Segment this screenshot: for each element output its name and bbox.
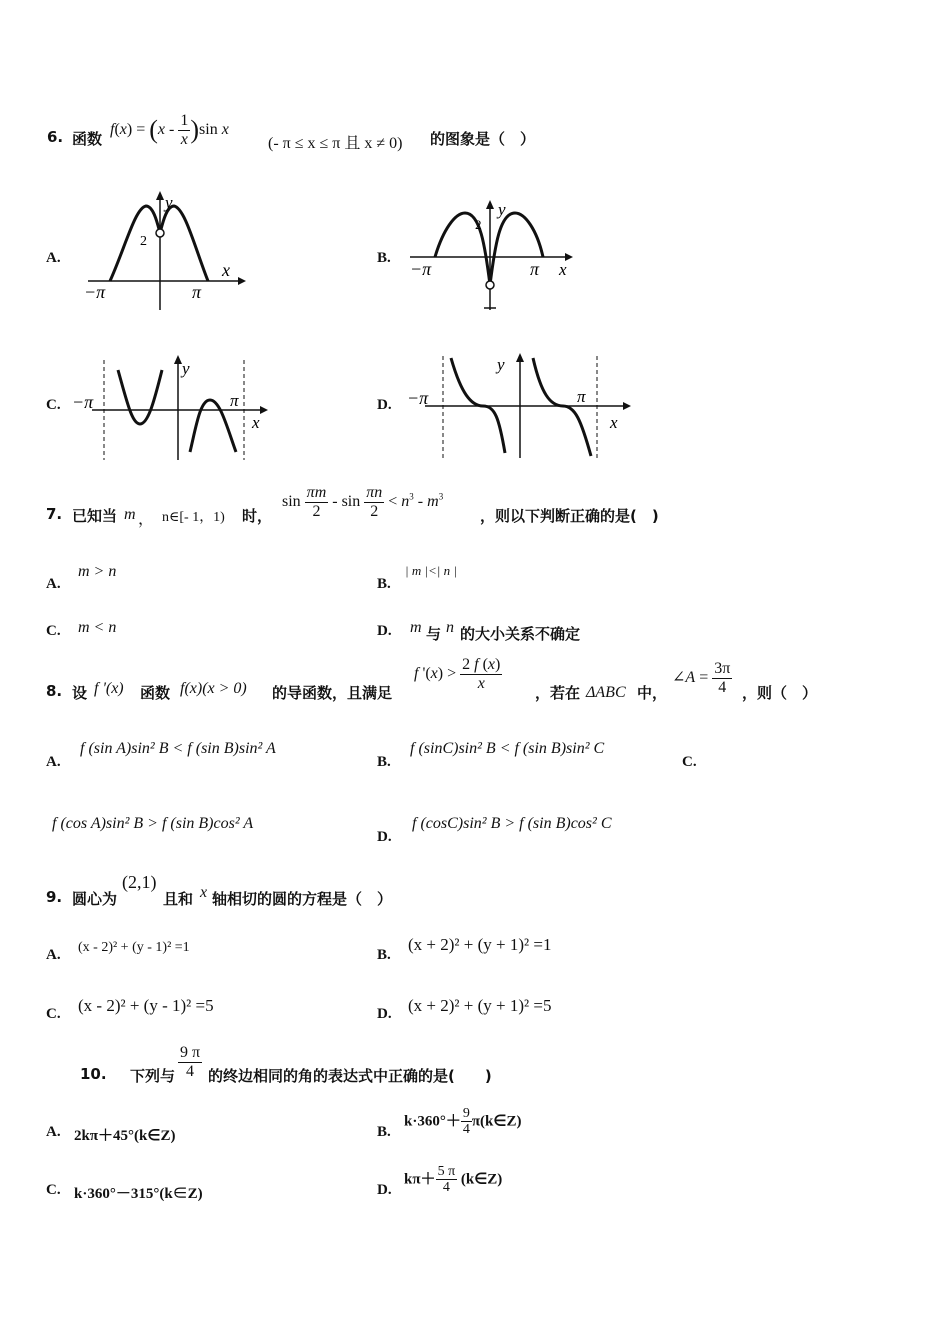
q9-x: x — [200, 884, 208, 901]
svg-text:y: y — [182, 359, 190, 378]
q8-text4: 中， — [637, 684, 668, 702]
q8-option-b-label: B. — [377, 754, 391, 770]
q7-option-b-text: | m |<| n | — [405, 563, 457, 578]
q9-option-b-text: (x + 2)² + (y + 1)² =1 — [408, 935, 552, 954]
q8-number: 8. — [46, 682, 63, 700]
svg-text:π: π — [530, 259, 540, 279]
q9-number: 9. — [46, 888, 63, 906]
svg-text:x: x — [252, 413, 260, 432]
q10-option-c-label: C. — [46, 1182, 61, 1198]
svg-text:π: π — [577, 387, 586, 406]
q6-domain: (- π ≤ x ≤ π 且 x ≠ 0) — [268, 135, 403, 152]
q6-option-c-label: C. — [46, 397, 61, 413]
q8-condition: f '(x) > $\frac{2 f (x)}{x}$ — [414, 656, 501, 692]
svg-text:x: x — [610, 413, 618, 432]
q9-lead: 圆心为 — [72, 890, 118, 908]
q7-option-a-label: A. — [46, 576, 61, 592]
q8-option-c-text: f (cos A)sin² B > f (sin B)cos² A — [52, 815, 254, 832]
q7-option-d-n: n — [446, 619, 454, 636]
svg-text:π: π — [230, 391, 239, 410]
q8-option-a-label: A. — [46, 754, 61, 770]
svg-text:2: 2 — [475, 217, 482, 232]
svg-text:π: π — [192, 282, 202, 302]
q8-text3: ，若在 — [535, 684, 581, 702]
q7-option-d-yu: 与 — [426, 625, 442, 643]
q6-lead: 函数 — [72, 130, 103, 148]
q9-option-d-text: (x + 2)² + (y + 1)² =5 — [408, 996, 552, 1015]
svg-text:−π: −π — [72, 392, 94, 412]
q7-tail: ，则以下判断正确的是( ) — [480, 507, 659, 525]
q6-graph-a — [80, 188, 250, 313]
q9-option-c-text: (x - 2)² + (y - 1)² =5 — [78, 996, 214, 1015]
q8-angle: ∠A = $\frac{3\pi}{4}$ — [672, 660, 731, 696]
q10-angle: $\frac{9 \pi}{4}$ — [180, 1044, 201, 1080]
q10-number: 10. — [80, 1065, 107, 1083]
q9-option-d-label: D. — [377, 1006, 392, 1022]
q9-option-a-text: (x - 2)² + (y - 1)² =1 — [78, 940, 190, 955]
q10-option-d-text: kπ＋ $\frac{5 \pi}{4}$ (k∈Z) — [404, 1164, 503, 1196]
q9-option-a-label: A. — [46, 947, 61, 963]
q8-text2: 的导函数，且满足 — [272, 684, 393, 702]
q9-option-b-label: B. — [377, 947, 391, 963]
svg-text:−π: −π — [410, 259, 432, 279]
q10-option-a-label: A. — [46, 1124, 61, 1140]
q6-option-b-label: B. — [377, 250, 391, 266]
q8-triangle: ΔABC — [586, 684, 626, 701]
q6-graph-c — [72, 352, 272, 464]
q7-option-d-text: 的大小关系不确定 — [460, 625, 581, 643]
q8-fprime: f '(x) — [94, 680, 124, 697]
svg-text:−π: −π — [407, 388, 429, 408]
svg-text:y: y — [497, 355, 505, 374]
q7-option-b-label: B. — [377, 576, 391, 592]
q10-option-b-text: k·360°＋ $\frac{9}{4}$ π(k∈Z) — [404, 1106, 522, 1138]
svg-text:y: y — [498, 200, 506, 219]
svg-text:y: y — [165, 193, 173, 212]
q10-option-d-label: D. — [377, 1182, 392, 1198]
q10-option-c-text: k·360°－315°(k∈Z) — [74, 1186, 203, 1202]
q9-option-c-label: C. — [46, 1006, 61, 1022]
q7-option-d-m: m — [410, 619, 422, 636]
q7-option-a-text: m > n — [78, 563, 117, 580]
q8-option-a-text: f (sin A)sin² B < f (sin B)sin² A — [80, 740, 276, 757]
q6-graph-d — [405, 348, 635, 463]
q7-n-domain: n∈[- 1，1) — [162, 510, 225, 525]
q7-option-d-label: D. — [377, 623, 392, 639]
q9-mid: 且和 — [163, 890, 194, 908]
svg-text:−π: −π — [84, 282, 106, 302]
q8-option-d-text: f (cosC)sin² B > f (sin B)cos² C — [412, 815, 612, 832]
q6-number: 6. — [47, 128, 64, 146]
q8-lead: 设 — [72, 684, 88, 702]
q8-text1: 函数 — [140, 684, 171, 702]
svg-text:x: x — [559, 260, 567, 279]
svg-text:2: 2 — [140, 234, 147, 249]
q7-option-c-label: C. — [46, 623, 61, 639]
q7-number: 7. — [46, 505, 63, 523]
q6-graph-b — [405, 195, 580, 315]
q7-when: 时， — [242, 507, 273, 525]
q8-option-d-label: D. — [377, 829, 392, 845]
q8-fx: f(x)(x > 0) — [180, 680, 247, 697]
q7-inequality: sin $\frac{\pi m}{2}$ - sin $\frac{\pi n}{2}$ < $n^3 - m^3$ — [282, 484, 444, 520]
q6-option-a-label: A. — [46, 250, 61, 266]
q10-option-a-text: 2kπ＋45°(k∈Z) — [74, 1128, 176, 1144]
q9-tail: 轴相切的圆的方程是（ ） — [212, 890, 393, 908]
q10-tail: 的终边相同的角的表达式中正确的是( ) — [208, 1067, 492, 1085]
q6-tail: 的图象是（ ） — [430, 130, 536, 148]
q10-option-b-label: B. — [377, 1124, 391, 1140]
q6-option-d-label: D. — [377, 397, 392, 413]
q7-m: m — [124, 506, 136, 523]
q6-function: f(x) = (x - $\frac{1}{x}$ )sin x — [110, 112, 229, 148]
q9-center: (2,1) — [122, 872, 157, 892]
q7-lead: 已知当 — [72, 507, 118, 525]
q10-lead: 下列与 — [130, 1067, 176, 1085]
q8-option-b-text: f (sinC)sin² B < f (sin B)sin² C — [410, 740, 605, 757]
q8-tail: ，则（ ） — [742, 684, 818, 702]
q8-option-c-label: C. — [682, 754, 697, 770]
q7-option-c-text: m < n — [78, 619, 117, 636]
svg-text:x: x — [222, 260, 230, 280]
